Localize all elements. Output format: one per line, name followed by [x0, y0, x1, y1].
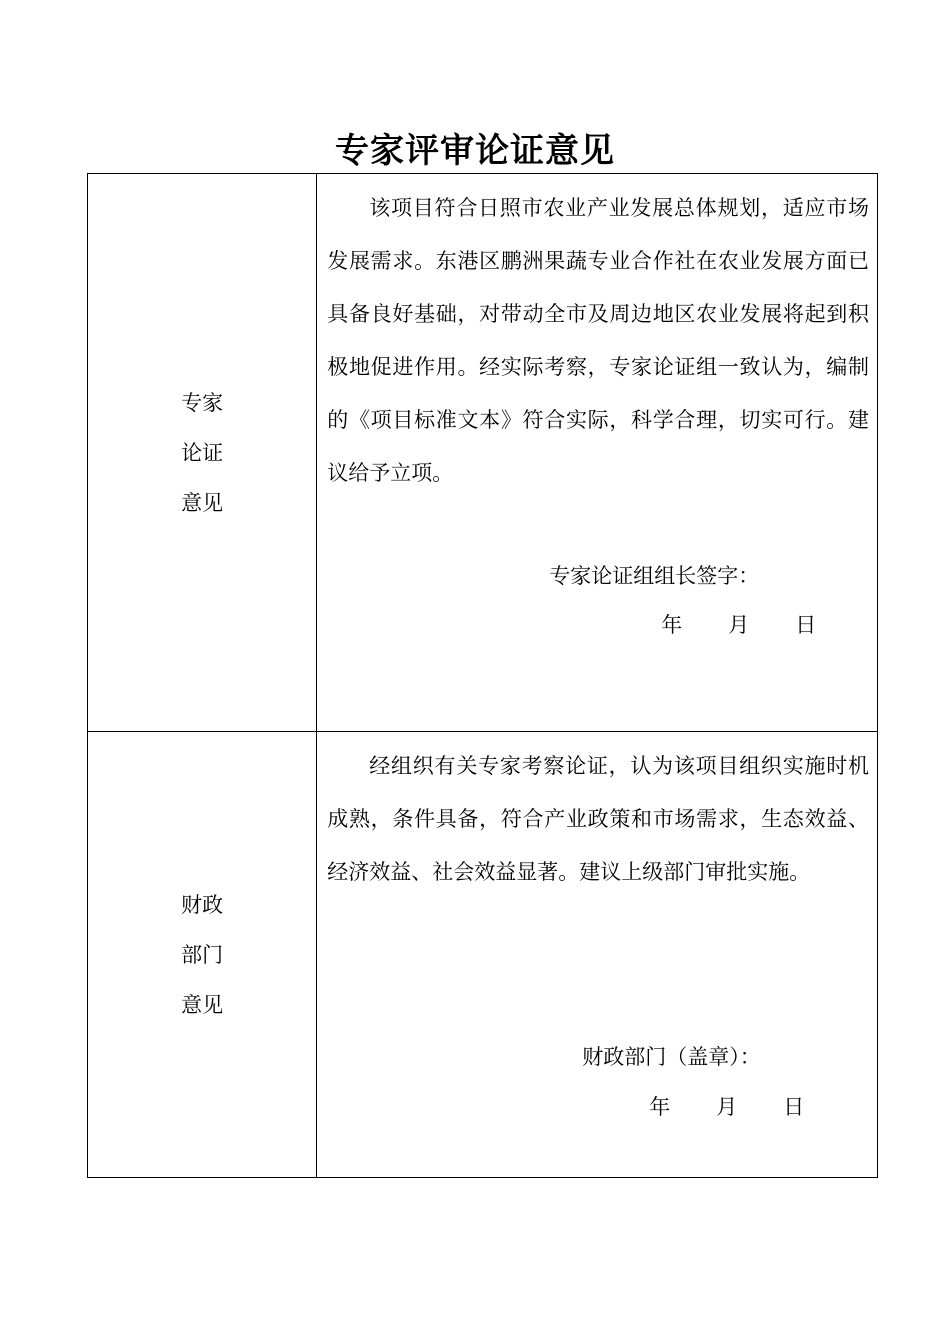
- expert-date-year: 年: [661, 613, 683, 637]
- finance-signature-label: 财政部门（盖章）：: [582, 1045, 761, 1069]
- finance-opinion-text: 经组织有关专家考察论证，认为该项目组织实施时机成熟，条件具备，符合产业政策和市场需求，生态效益、经济效益、社会效益显著。建议上级部门审批实施。: [327, 754, 869, 884]
- expert-date-day: 日: [795, 613, 817, 637]
- expert-signature-label: 专家论证组组长签字：: [549, 564, 760, 588]
- finance-opinion-content-cell: [317, 732, 878, 1178]
- expert-date-line: [661, 610, 816, 640]
- finance-date-day: 日: [783, 1095, 805, 1119]
- finance-opinion-label-cell: [88, 732, 317, 1178]
- finance-label-line-3: 意见: [181, 992, 224, 1017]
- finance-label-line-1: 财政: [181, 892, 224, 917]
- expert-label-line-2: 论证: [181, 440, 224, 465]
- page-title: 专家评审论证意见: [335, 131, 615, 171]
- finance-date-month: 月: [716, 1095, 738, 1119]
- expert-date-month: 月: [728, 613, 750, 637]
- expert-opinion-content-cell: [317, 174, 878, 732]
- expert-opinion-text: 该项目符合日照市农业产业发展总体规划，适应市场发展需求。东港区鹏洲果蔬专业合作社在农业发展方面已具备良好基础，对带动全市及周边地区农业发展将起到积极地促进作用。经实际考察，专家论证组一致认为，编制的《项目标准文本》符合实际，科学合理，切实可行。建议给予立项。: [327, 196, 869, 485]
- expert-opinion-row: [88, 174, 878, 732]
- review-opinion-table: [87, 173, 878, 1178]
- finance-date-line: [649, 1092, 804, 1122]
- expert-label-line-3: 意见: [181, 490, 224, 515]
- finance-opinion-row: [88, 732, 878, 1178]
- finance-label-line-2: 部门: [181, 942, 224, 967]
- expert-label-line-1: 专家: [181, 390, 224, 415]
- expert-opinion-label-cell: [88, 174, 317, 732]
- finance-date-year: 年: [649, 1095, 671, 1119]
